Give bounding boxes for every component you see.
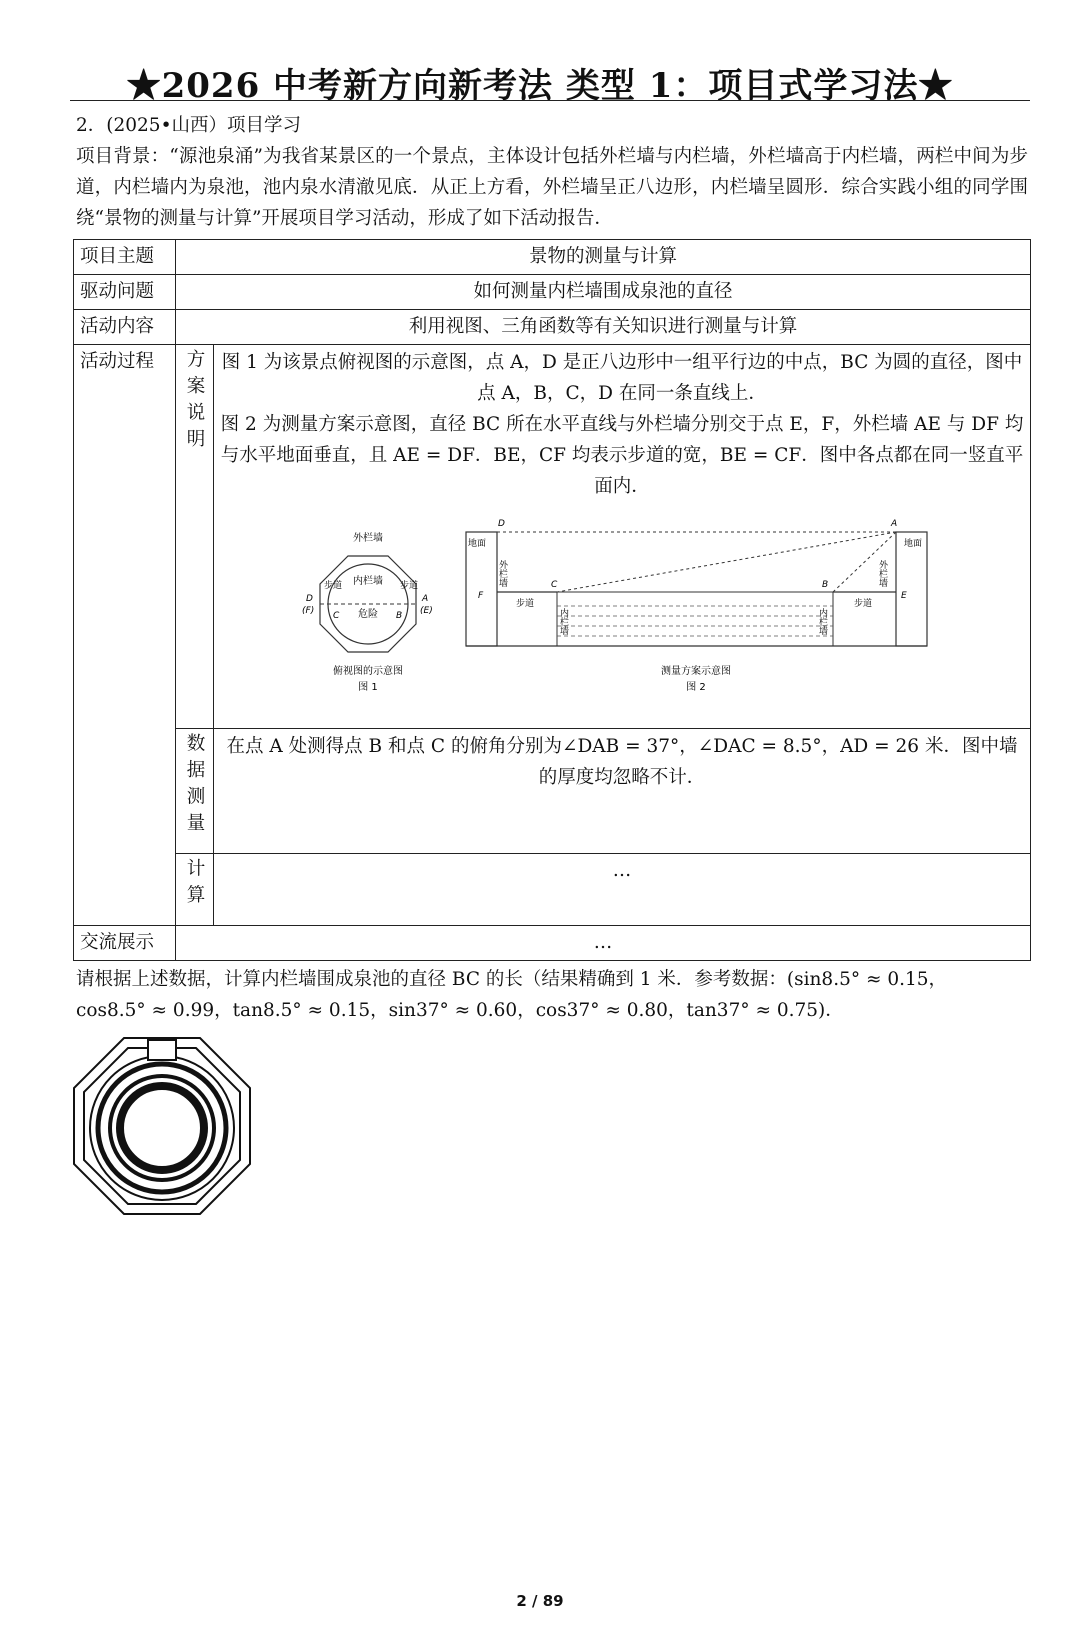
octagon-rings-svg xyxy=(72,1036,252,1216)
task-line-1: 请根据上述数据，计算内栏墙围成泉池的直径 BC 的长（结果精确到 1 米．参考数据：(sin8.5° ≈ 0.15， xyxy=(76,969,948,990)
row-value: 利用视图、三角函数等有关知识进行测量与计算 xyxy=(176,310,1031,345)
exchange-cell: … xyxy=(176,926,1031,961)
table-row xyxy=(74,240,1031,275)
plan-line-2: 图 2 为测量方案示意图，直径 BC 所在水平直线与外栏墙分别交于点 E，F，外栏墙 AE 与 DF 均与水平地面垂直，且 AE = DF．BE，CF 均表示步道的宽，BE = CF．图中各点都在同一竖直平面内． xyxy=(220,414,1024,497)
label-outer-wall-left: 外栏墙 xyxy=(497,560,507,587)
figure-2 xyxy=(466,519,927,693)
table-row xyxy=(74,345,1031,729)
figure1-label: 图 1 xyxy=(358,682,378,693)
figure1-caption: 俯视图的示意图 xyxy=(333,666,403,677)
point-E: (E) xyxy=(420,606,433,616)
label-path-right: 步道 xyxy=(854,599,873,609)
point-B: B xyxy=(822,580,829,590)
table-row xyxy=(74,854,1031,926)
data-cell xyxy=(214,729,1031,854)
row-label: 项目主题 xyxy=(74,240,176,275)
question-number: 2．(2025•山西）项目学习 xyxy=(76,115,301,136)
header-rule xyxy=(70,100,1030,101)
plan-line-1: 图 1 为该景点俯视图的示意图，点 A，D 是正八边形中一组平行边的中点，BC 为圆的直径，图中点 A，B，C，D 在同一条直线上． xyxy=(221,352,1023,404)
label-outer-wall: 外栏墙 xyxy=(353,533,383,544)
table-row xyxy=(74,310,1031,345)
calc-cell: … xyxy=(214,854,1031,926)
label-outer-wall-right: 外栏墙 xyxy=(877,560,887,587)
label-path-left: 步道 xyxy=(324,581,343,591)
row-label: 驱动问题 xyxy=(74,275,176,310)
label-path-right: 步道 xyxy=(400,581,419,591)
exchange-label: 交流展示 xyxy=(74,926,176,961)
point-A: A xyxy=(422,594,429,604)
point-D: D xyxy=(498,519,505,529)
figures-area xyxy=(220,508,1024,726)
figure2-caption: 测量方案示意图 xyxy=(661,666,731,677)
table-row xyxy=(74,926,1031,961)
question-background: 项目背景：“源池泉涌”为我省某景区的一个景点，主体设计包括外栏墙与内栏墙，外栏墙高于内栏墙，两栏中间为步道，内栏墙内为泉池，池内泉水清澈见底．从正上方看，外栏墙呈正八边形，内栏墙呈圆形．综合实践小组的同学围绕“景物的测量与计算”开展项目学习活动，形成了如下活动报告． xyxy=(76,146,1028,229)
label-ground-right: 地面 xyxy=(904,539,923,549)
figure2-label: 图 2 xyxy=(686,682,706,693)
row-value: 景物的测量与计算 xyxy=(176,240,1031,275)
point-B: B xyxy=(396,611,403,621)
point-F: (F) xyxy=(302,606,315,616)
label-inner-wall-left: 内栏墙 xyxy=(558,608,568,635)
task-line-2: cos8.5° ≈ 0.99，tan8.5° ≈ 0.15，sin37° ≈ 0.60，cos37° ≈ 0.80，tan37° ≈ 0.75)． xyxy=(76,1000,844,1021)
page-title: ★2026 中考新方向新考法 类型 1：项目式学习法★ xyxy=(126,66,954,106)
point-C: C xyxy=(551,580,558,590)
activity-report-table xyxy=(73,239,1031,961)
ring-3 xyxy=(110,1076,214,1180)
page-number: 2 / 89 xyxy=(516,1592,564,1610)
data-text: 在点 A 处测得点 B 和点 C 的俯角分别为∠DAB = 37°，∠DAC = 8.5°，AD = 26 米．图中墙的厚度均忽略不计． xyxy=(226,736,1018,788)
figure-1 xyxy=(302,531,433,693)
ring-inner xyxy=(120,1086,204,1170)
figure-svg xyxy=(220,508,1000,726)
table-row xyxy=(74,275,1031,310)
question-block xyxy=(76,110,1028,1026)
calc-label: 计算 xyxy=(176,854,214,926)
label-ground-left: 地面 xyxy=(468,539,487,549)
label-inner-wall: 内栏墙 xyxy=(353,576,383,587)
point-E: E xyxy=(901,591,907,601)
row-label: 活动内容 xyxy=(74,310,176,345)
pool xyxy=(557,592,833,646)
point-C: C xyxy=(333,611,340,621)
line-AC xyxy=(557,532,896,592)
label-inner-wall-right: 内栏墙 xyxy=(817,608,827,635)
plan-cell xyxy=(214,345,1031,729)
entrance-gate xyxy=(148,1040,176,1060)
data-label: 数据测量 xyxy=(176,729,214,854)
outer-wall-left xyxy=(466,532,497,646)
row-value: 如何测量内栏墙围成泉池的直径 xyxy=(176,275,1031,310)
point-D: D xyxy=(306,594,313,604)
label-danger: 危险 xyxy=(358,609,378,620)
point-F: F xyxy=(478,591,484,601)
point-A: A xyxy=(891,519,898,529)
label-path-left: 步道 xyxy=(516,599,535,609)
plan-label: 方案说明 xyxy=(176,345,214,729)
octagon-rings-figure xyxy=(72,1036,252,1220)
process-label: 活动过程 xyxy=(74,345,176,926)
outer-wall-right xyxy=(896,532,927,646)
table-row xyxy=(74,729,1031,854)
